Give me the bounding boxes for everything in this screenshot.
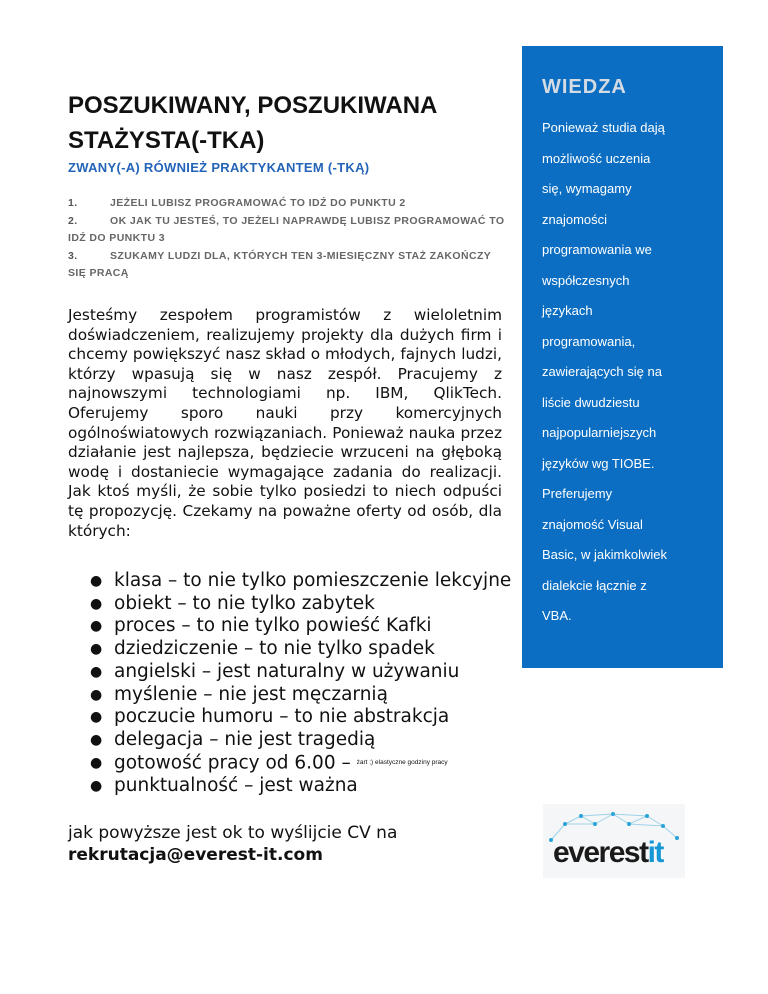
sidebar-line: znajomości	[542, 211, 608, 227]
sidebar-line: programowania we	[542, 242, 652, 257]
logo-text-main: everest	[553, 836, 648, 869]
sidebar-line: znajomość Visual	[542, 516, 643, 532]
list-item	[68, 570, 512, 593]
closing-text	[68, 822, 508, 866]
list-item	[68, 593, 508, 616]
list-item	[68, 661, 508, 684]
sidebar-line: językach	[542, 303, 593, 318]
list-item	[68, 615, 508, 638]
item-text: JEŻELI LUBISZ PROGRAMOWAĆ TO IDŹ DO PUNKTU 2	[110, 197, 406, 209]
svg-text:everestit	[553, 836, 664, 869]
numbered-list	[68, 195, 508, 283]
item-number: 1.	[68, 197, 78, 209]
sidebar-line: się, wymagamy	[542, 181, 632, 196]
sidebar-line: dialekcie łącznie z	[542, 577, 647, 593]
list-item	[68, 684, 508, 707]
bullet-icon: ●	[90, 595, 103, 612]
sidebar-line: Basic, w jakimkolwiek	[542, 547, 667, 562]
bullet-icon: ●	[90, 731, 103, 748]
item-number: 2.	[68, 214, 78, 227]
page-title: POSZUKIWANY, POSZUKIWANA STAŻYSTA(-TKA)	[68, 92, 437, 154]
list-item-text: klasa – to nie tylko pomieszczenie lekcyjne	[114, 570, 512, 591]
sidebar-line: języków wg TIOBE.	[542, 455, 655, 471]
numbered-item	[68, 248, 508, 283]
sidebar-line: zawierających się na	[542, 364, 662, 379]
intro-paragraph: Jesteśmy zespołem programistów z wieloletnim doświadczeniem, realizujemy projekty dla dużych firm i chcemy powiększyć nasz skład o młodych, fajnych ludzi, którzy wpasują się w nasz zespół. Pracujemy z najnowszymi technologiami np. IBM, QlikTech. Oferujemy sporo nauki przy komercyjnych ogólnoświatowych rozwiązaniach. Ponieważ nauka przez działanie jest najlepsza, będziecie wrzuceni na głęboką wodę i dostaniecie wymagające zadania do realizacji. Jak ktoś myśli, że sobie tylko posiedzi to niech odpuści tę propozycję. Czekamy na poważne oferty od osób, dla których:	[68, 306, 502, 540]
joke-note: żart ;) elastyczne godziny pracy	[356, 758, 448, 766]
item-text: SZUKAMY LUDZI DLA, KTÓRYCH TEN 3-MIESIĘCZNY STAŻ ZAKOŃCZY SIĘ PRACĄ	[68, 249, 491, 279]
bullet-icon: ●	[90, 641, 103, 658]
list-item-text: gotowość pracy od 6.00 –	[114, 751, 357, 773]
list-item-text: myślenie – nie jest męczarnią	[114, 683, 388, 705]
list-item-text: angielski – jest naturalny w używaniu	[114, 660, 460, 682]
subtitle: ZWANY(-A) RÓWNIEŻ PRAKTYKANTEM (-TKĄ)	[68, 160, 370, 175]
knowledge-sidebar	[522, 46, 723, 668]
sidebar-line: Preferujemy	[542, 486, 613, 501]
list-item	[68, 775, 508, 798]
numbered-item	[68, 195, 508, 213]
bullet-icon: ●	[90, 663, 103, 680]
list-item-text: delegacja – nie jest tragedią	[114, 728, 376, 750]
logo-text-accent: it	[647, 836, 663, 869]
sidebar-line: VBA.	[542, 608, 572, 623]
bullet-icon: ●	[90, 686, 103, 703]
bullet-icon: ●	[90, 777, 103, 794]
list-item-text: proces – to nie tylko powieść Kafki	[114, 615, 432, 637]
list-item	[68, 752, 508, 775]
item-number: 3.	[68, 249, 78, 262]
sidebar-line: Ponieważ studia dają	[542, 120, 665, 135]
list-item-text: poczucie humoru – to nie abstrakcja	[114, 706, 450, 728]
item-text: OK JAK TU JESTEŚ, TO JEŻELI NAPRAWDĘ LUBISZ PROGRAMOWAĆ TO IDŹ DO PUNKTU 3	[68, 214, 505, 244]
list-item-text: obiekt – to nie tylko zabytek	[114, 592, 375, 614]
sidebar-line: programowania,	[542, 333, 636, 349]
list-item-text: dziedziczenie – to nie tylko spadek	[114, 638, 435, 660]
sidebar-line: możliwość uczenia	[542, 150, 651, 166]
bullet-icon: ●	[90, 573, 103, 589]
bullet-icon: ●	[90, 709, 103, 726]
sidebar-title: WIEDZA	[542, 76, 627, 98]
contact-email[interactable]: rekrutacja@everest-it.com	[68, 845, 323, 865]
list-item-text: punktualność – jest ważna	[114, 774, 358, 796]
sidebar-text	[542, 113, 723, 632]
numbered-item	[68, 213, 508, 248]
requirements-list	[68, 570, 512, 797]
sidebar-line: najpopularniejszych	[542, 425, 657, 440]
list-item	[68, 706, 508, 729]
bullet-icon: ●	[90, 754, 103, 771]
list-item	[68, 729, 508, 752]
list-item	[68, 638, 508, 661]
everest-it-logo	[543, 804, 685, 878]
closing-line: jak powyższe jest ok to wyślijcie CV na	[68, 823, 398, 843]
bullet-icon: ●	[90, 618, 103, 635]
logo-graphic	[543, 804, 685, 878]
sidebar-line: liście dwudziestu	[542, 394, 640, 410]
sidebar-line: współczesnych	[542, 272, 630, 288]
